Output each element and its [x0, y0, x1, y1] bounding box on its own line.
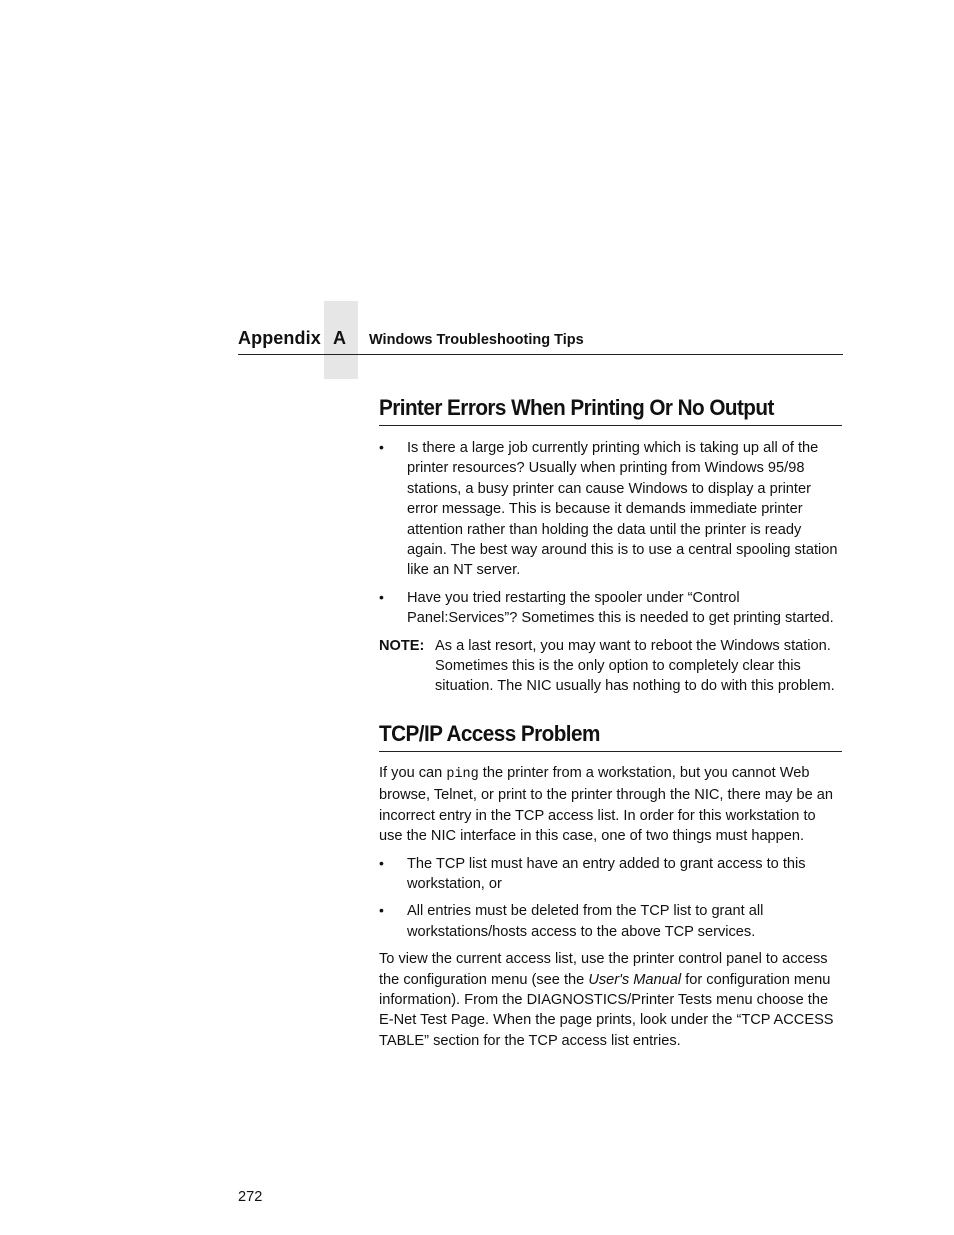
section-divider — [379, 751, 842, 752]
closing-text-start: To view the current access list, use the printer control panel to access the configuration menu (see the — [379, 951, 828, 988]
closing-text-end: for configuration menu information). From the DIAGNOSTICS/Printer Tests menu choose the E-Net Test Page. When the page prints, look under the “TCP ACCESS TABLE” section for the TCP access list entries. — [379, 971, 834, 1049]
bullet-icon: • — [379, 854, 384, 871]
section-divider — [379, 425, 842, 426]
list-item — [379, 438, 842, 581]
list-item-text: All entries must be deleted from the TCP list to grant all workstations/hosts access to the above TCP services. — [407, 903, 764, 940]
list-item-text: Have you tried restarting the spooler under “Control Panel:Services”? Sometimes this is needed to get printing started. — [407, 589, 834, 627]
ping-command: ping — [446, 766, 479, 782]
list-item — [379, 588, 842, 629]
closing-paragraph — [379, 949, 842, 1051]
section-title-printer-errors: Printer Errors When Printing Or No Output — [379, 395, 774, 420]
users-manual-reference: User's Manual — [588, 971, 682, 988]
note-label: NOTE: — [379, 637, 425, 654]
header-divider — [238, 354, 843, 355]
list-item-text: Is there a large job currently printing which is taking up all of the printer resources? Usually when printing from Windows 95/98 stations, a busy printer can cause Windows to display a printer error message. This is because it demands immediate printer attention rather than holding the data until the printer is ready again. The best way around this is to use a central spooling station like an NT server. — [407, 440, 838, 579]
note-text: As a last resort, you may want to reboot the Windows station. Sometimes this is the only option to completely clear this situation. The NIC usually has nothing to do with this problem. — [435, 637, 835, 695]
bullet-icon: • — [379, 439, 384, 455]
section-title-tcpip: TCP/IP Access Problem — [379, 720, 600, 746]
appendix-label: Appendix — [238, 328, 321, 348]
list-item — [379, 901, 842, 942]
note-block — [379, 636, 842, 697]
bullet-icon: • — [379, 588, 384, 605]
page-content — [379, 392, 842, 1051]
intro-text-start: If you can — [379, 764, 447, 781]
bullet-icon: • — [379, 902, 384, 919]
intro-text-end: the printer from a workstation, but you cannot Web browse, Telnet, or print to the printer through the NIC, there may be an incorrect entry in the TCP access list. In order for this workstation to use the NIC interface in this case, one of two things must happen. — [379, 764, 834, 845]
chapter-title: Windows Troubleshooting Tips — [369, 332, 584, 348]
intro-paragraph — [379, 763, 842, 847]
page-number: 272 — [238, 1189, 263, 1205]
list-item-text: The TCP list must have an entry added to grant access to this workstation, or — [407, 855, 806, 892]
list-item — [379, 854, 842, 895]
appendix-letter: A — [333, 328, 346, 348]
